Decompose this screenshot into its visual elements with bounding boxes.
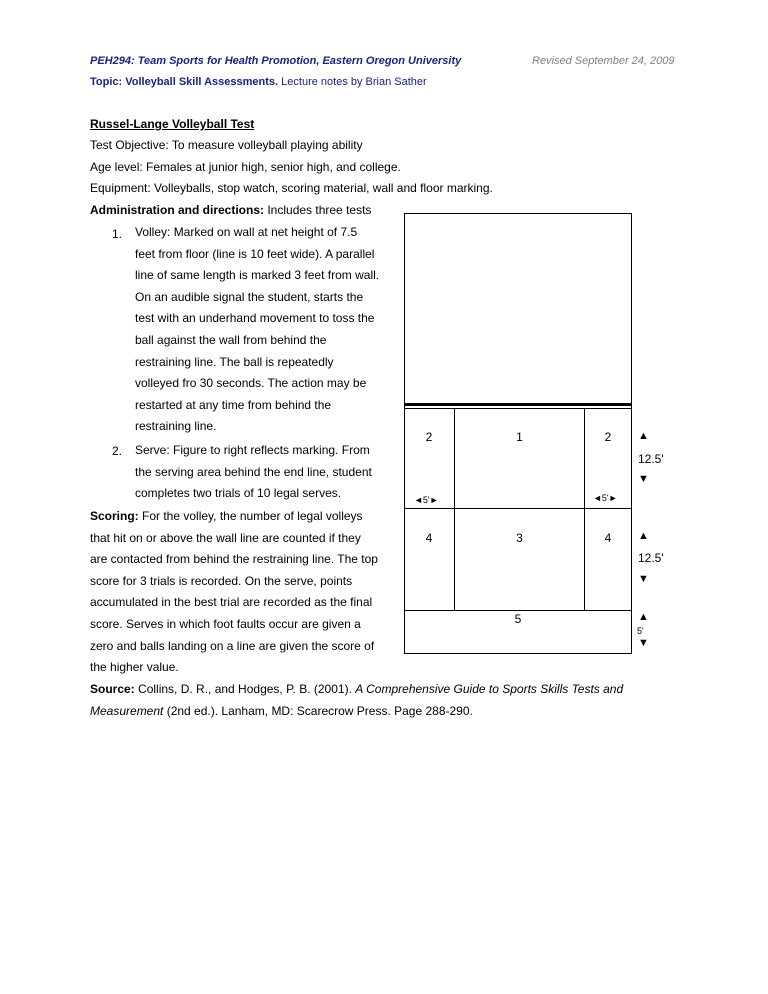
topic-label: Topic:: [90, 76, 123, 88]
wall-line-thick: [404, 403, 632, 406]
zone-top-center: 1: [516, 430, 523, 444]
width-marker-left: ◄5'►: [414, 495, 439, 505]
admin-text: Includes three tests: [264, 203, 372, 217]
topic-notes: Lecture notes by Brian Sather: [278, 76, 427, 88]
zone-mid-right: 4: [604, 531, 612, 545]
course-header: [90, 55, 461, 67]
court-bottom-border: [404, 653, 632, 654]
list-item-line: line of same length is marked 3 feet from wall.: [135, 268, 380, 283]
arrow-down-icon: ▼: [638, 473, 649, 485]
source-book-title-cont: Measurement: [90, 703, 164, 718]
zone-bottom: 5: [514, 612, 522, 626]
list-item-line: restraining line.: [135, 419, 217, 434]
list-item-line: Serve: Figure to right reflects marking. From: [135, 443, 370, 457]
dimension-bottom: 5': [637, 626, 644, 636]
item-number: 2.: [112, 444, 123, 458]
arrow-down-icon: ▼: [638, 637, 649, 649]
zone-divider-1: [404, 508, 632, 509]
list-item-volley: [135, 222, 395, 438]
equipment: Equipment: Volleyballs, stop watch, scoring material, wall and floor marking.: [90, 181, 493, 195]
course-code: PEH294:: [90, 55, 135, 67]
scoring-line: accumulated in the best trial are recorded as the final: [90, 595, 373, 610]
list-item-line: restarted at any time from behind the: [135, 397, 332, 412]
dimension-top: 12.5': [638, 452, 664, 466]
width-marker-right: ◄5'►: [593, 493, 618, 503]
admin-label: Administration and directions:: [90, 203, 265, 217]
scoring-label: Scoring:: [90, 509, 139, 523]
arrow-up-icon: ▲: [638, 530, 649, 542]
source-citation: [90, 679, 670, 722]
scoring-line: score. Serves in which foot faults occur are given a: [90, 616, 361, 631]
scoring-paragraph: [90, 506, 400, 679]
scoring-line: zero and balls landing on a line are given the score of: [90, 638, 375, 653]
list-item-line: completes two trials of 10 legal serves.: [135, 486, 342, 501]
list-item-line: Volley: Marked on wall at net height of 7.5: [135, 225, 358, 239]
arrow-up-icon: ▲: [638, 611, 649, 623]
item-number: 1.: [112, 227, 123, 241]
source-label: Source:: [90, 682, 135, 696]
list-item-line: volleyed fro 30 seconds. The action may be: [135, 376, 367, 391]
list-item-line: On an audible signal the student, starts the: [135, 289, 364, 304]
list-item-line: ball against the wall from behind the: [135, 332, 327, 347]
court-right-border: [631, 213, 632, 654]
list-item-line: feet from floor (line is 10 feet wide). A parallel: [135, 246, 375, 261]
dimension-mid: 12.5': [638, 551, 664, 565]
test-objective: Test Objective: To measure volleyball playing ability: [90, 138, 363, 152]
course-title: Team Sports for Health Promotion, Eastern Oregon University: [134, 55, 462, 67]
revised-date: Revised September 24, 2009: [532, 55, 675, 67]
scoring-line: are contacted from behind the restraining line. The top: [90, 552, 378, 567]
zone-mid-center: 3: [516, 531, 523, 545]
zone-mid-left: 4: [425, 531, 433, 545]
scoring-line: score for 3 trials is recorded. On the serve, points: [90, 573, 353, 588]
court-top-border: [404, 213, 632, 214]
scoring-line: For the volley, the number of legal volleys: [138, 509, 363, 523]
administration-heading: [90, 200, 371, 222]
list-item-line: restraining line. The ball is repeatedly: [135, 354, 334, 369]
arrow-down-icon: ▼: [638, 573, 649, 585]
test-title: Russel-Lange Volleyball Test: [90, 117, 255, 131]
list-item-line: the serving area behind the end line, student: [135, 464, 372, 479]
topic-line: [90, 76, 427, 88]
source-publisher: (2nd ed.). Lanham, MD: Scarecrow Press. Page 288-290.: [163, 703, 473, 718]
scoring-line: that hit on or above the wall line are counted if they: [90, 530, 361, 545]
list-item-line: test with an underhand movement to toss the: [135, 311, 375, 326]
arrow-up-icon: ▲: [638, 430, 649, 442]
topic-title: Volleyball Skill Assessments.: [122, 76, 279, 88]
wall-line-thin: [404, 408, 632, 409]
zone-top-left: 2: [425, 430, 433, 444]
zone-divider-2: [404, 610, 632, 611]
age-level: Age level: Females at junior high, senior high, and college.: [90, 160, 401, 174]
zone-top-right: 2: [604, 430, 612, 444]
source-authors: Collins, D. R., and Hodges, P. B. (2001).: [134, 682, 356, 696]
source-book-title: A Comprehensive Guide to Sports Skills Tests and: [355, 682, 624, 696]
list-item-serve: [135, 440, 395, 505]
scoring-line: the higher value.: [90, 660, 179, 675]
